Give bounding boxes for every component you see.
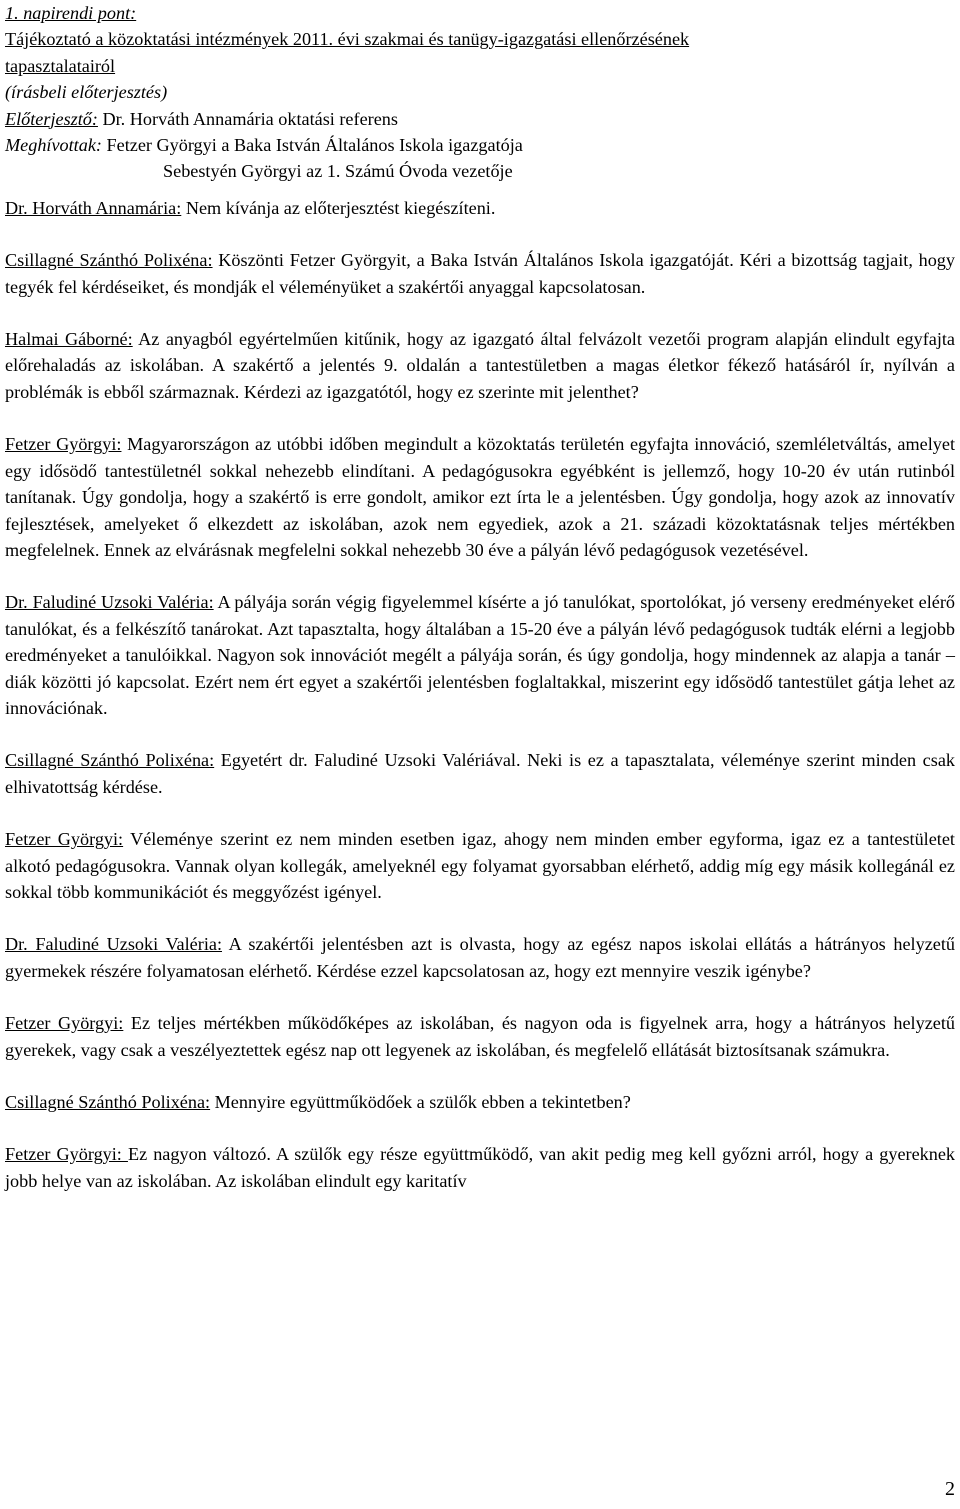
paragraph	[5, 431, 955, 563]
paragraph-text: Ez nagyon változó. A szülők egy része együttműködő, van akit pedig meg kell győzni arról, hogy a gyereknek jobb helye van az iskolában. Az iskolában elindult egy karitatív	[5, 1144, 955, 1191]
speaker-name: Fetzer Györgyi:	[5, 434, 122, 455]
agenda-title-line2: tapasztalatairól	[5, 55, 116, 76]
speaker-name: Fetzer Györgyi:	[5, 1013, 124, 1034]
document-page	[5, 0, 955, 1194]
paragraph	[5, 326, 955, 405]
speaker-name: Dr. Horváth Annamária:	[5, 197, 182, 218]
paragraph	[5, 589, 955, 721]
paragraph	[5, 195, 955, 221]
speaker-name: Csillagné Szánthó Polixéna:	[5, 250, 213, 271]
paragraph-text: Magyarországon az utóbbi időben megindult a közoktatás területén egyfajta innováció, szemléletváltás, amelyet egy idősödő tantestületnél sokkal nehezebb elindítani. A pedagógusokra egyébként is jellemző, hogy 10-20 év után rutinból tanítanak. Úgy gondolja, hogy a szakértő is erre gondolt, amikor ezt írta le a jelentésben. Úgy gondolja, hogy azok az innovatív fejlesztések, amelyeket ő elkezdett az iskolában, azok nem egyediek, azok a 21. századi közoktatásnak teljes mértékben megfelelnek. Ennek az elvárásnak megfelelni sokkal nehezebb 30 éve a pályán lévő pedagógusok vezetésével.	[5, 434, 955, 560]
paragraph	[5, 1089, 955, 1115]
paragraph	[5, 826, 955, 905]
paragraph-text: Mennyire együttműködőek a szülők ebben a tekintetben?	[210, 1092, 631, 1112]
presenter-label: Előterjesztő:	[5, 108, 98, 129]
paragraph-text: Egyetért dr. Faludiné Uzsoki Valériával. Neki is ez a tapasztalata, véleménye szerint minden csak elhivatottság kérdése.	[5, 750, 955, 797]
paragraph-text: Ez teljes mértékben működőképes az iskolában, és nagyon oda is figyelnek arra, hogy a hátrányos helyzetű gyerekek, vagy csak a veszélyeztettek egész nap ott legyenek az iskolában, és megfelelő ellátását biztosítsanak számukra.	[5, 1013, 955, 1060]
presenter-name: Dr. Horváth Annamária oktatási referens	[102, 108, 398, 129]
presenter-line	[5, 106, 955, 132]
agenda-note: (írásbeli előterjesztés)	[5, 82, 168, 103]
invited-line	[5, 132, 955, 158]
page-number: 2	[945, 1478, 955, 1500]
speaker-name: Fetzer Györgyi:	[5, 1144, 128, 1165]
paragraph-text: A pályája során végig figyelemmel kísérte a jó tanulókat, sportolókat, jó verseny eredményeket elérő tanulókat, és a felkészítő tanárokat. Azt tapasztalta, hogy általában a 15-20 éve a pályán lévő pedagógusok tudták elérni a legjobb eredményeket a tanulóikkal. Nagyon sok innovációt megélt a pályája során, és úgy gondolja, hogy mindennek az alapja a tanár – diák közötti jó kapcsolat. Ezért nem ért egyet a szakértői jelentésben foglaltakkal, miszerint egy idősödő tantestület gátja lehet az innovációnak.	[5, 592, 955, 718]
speaker-name: Dr. Faludiné Uzsoki Valéria:	[5, 934, 222, 955]
paragraph-text: A szakértői jelentésben azt is olvasta, hogy az egész napos iskolai ellátás a hátrányos helyzetű gyermekek részére folyamatosan elérhető. Kérdése ezzel kapcsolatosan az, hogy ezt mennyire veszik igénybe?	[5, 934, 955, 981]
paragraph-text: Köszönti Fetzer Györgyit, a Baka István Általános Iskola igazgatóját. Kéri a bizottság tagjait, hogy tegyék fel kérdéseiket, és mondják el véleményüket a szakértői anyaggal kapcsolatosan.	[5, 250, 955, 297]
agenda-heading: 1. napirendi pont:	[5, 3, 137, 23]
paragraph	[5, 747, 955, 800]
paragraph-text: Az anyagból egyértelműen kitűnik, hogy az igazgató által felvázolt vezetői program alapján elindult egyfajta előrehaladás az iskolában. A szakértő a jelentés 9. oldalán a tantestületben a magas életkor fékező hatásáról ír, nyílván a problémák is ebből származnak. Kérdezi az igazgatótól, hogy ez szerinte mit jelenthet?	[5, 329, 956, 402]
speaker-name: Fetzer Györgyi:	[5, 829, 124, 850]
speaker-name: Halmai Gáborné:	[5, 329, 133, 350]
paragraph-text: Nem kívánja az előterjesztést kiegészíteni.	[181, 197, 496, 218]
paragraph-text: Véleménye szerint ez nem minden esetben igaz, ahogy nem minden ember egyforma, igaz ez a tantestületet alkotó pedagógusokra. Vannak olyan kollegák, amelyeknél egy folyamat gyorsabban elérhető, addig míg egy másik kollegánál ez sokkal több kommunikációt és meggyőzést igényel.	[5, 829, 955, 902]
invited-label: Meghívottak:	[5, 135, 102, 156]
invited-2: Sebestyén Györgyi az 1. Számú Óvoda vezetője	[163, 161, 513, 182]
paragraph	[5, 931, 955, 984]
speaker-name: Csillagné Szánthó Polixéna:	[5, 750, 215, 771]
paragraph	[5, 247, 955, 300]
invited-1: Fetzer Györgyi a Baka István Általános Iskola igazgatója	[106, 135, 523, 156]
paragraph	[5, 1010, 955, 1063]
speaker-name: Csillagné Szánthó Polixéna:	[5, 1092, 211, 1112]
speaker-name: Dr. Faludiné Uzsoki Valéria:	[5, 592, 214, 613]
paragraph	[5, 1141, 955, 1194]
agenda-title-line1: Tájékoztató a közoktatási intézmények 2011. évi szakmai és tanügy-igazgatási ellenőrzésének	[5, 29, 690, 50]
